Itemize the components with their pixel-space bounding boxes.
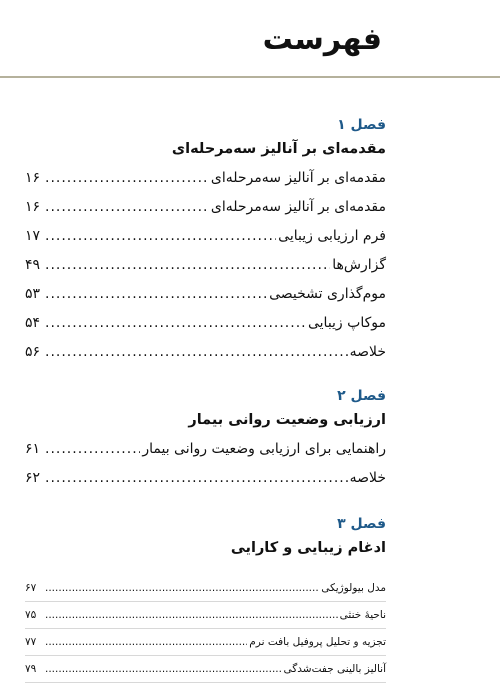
dot-leader <box>45 435 140 464</box>
toc-entry[interactable] <box>25 602 386 629</box>
toc-entry-title: موم‌گذاری تشخیصی <box>269 286 386 302</box>
toc-entry[interactable] <box>25 338 386 367</box>
title-divider <box>0 76 500 78</box>
toc-entry-title: موکاپ زیبایی <box>307 315 386 331</box>
chapter-title: مقدمه‌ای بر آنالیز سه‌مرحله‌ای <box>171 141 386 157</box>
toc-entry-title: خلاصه <box>349 470 386 486</box>
toc-entry-title: آنالیز بالینی جفت‌شدگی <box>283 663 386 675</box>
chapter-2 <box>25 385 386 493</box>
toc-entry-title: فرم ارزیابی زیبایی <box>278 228 386 244</box>
toc-entry-title: مقدمه‌ای بر آنالیز سه‌مرحله‌ای <box>210 170 386 186</box>
dot-leader <box>45 575 319 601</box>
toc-entry-page: ۷۷ <box>25 636 37 648</box>
chapter-1 <box>25 114 386 367</box>
dot-leader <box>45 309 306 338</box>
toc-entry-page: ۱۷ <box>25 228 41 244</box>
toc-entry[interactable] <box>25 464 386 493</box>
toc-entry-title: مقدمه‌ای بر آنالیز سه‌مرحله‌ای <box>210 199 386 215</box>
toc-entry-page: ۵۴ <box>25 315 41 331</box>
table-of-contents <box>25 114 386 683</box>
dot-leader <box>45 164 209 193</box>
chapter-label: فصل ۲ <box>337 388 386 404</box>
chapter-title: ادغام زیبایی و کارایی <box>230 540 386 556</box>
dot-leader <box>45 193 209 222</box>
toc-entry[interactable] <box>25 164 386 193</box>
toc-entry-title: ناحیهٔ خنثی <box>339 609 386 621</box>
toc-entry[interactable] <box>25 656 386 683</box>
chapter-label: فصل ۳ <box>337 516 386 532</box>
dot-leader <box>45 280 267 309</box>
toc-entry[interactable] <box>25 222 386 251</box>
toc-entry-page: ۱۶ <box>25 199 41 215</box>
toc-entry-title: راهنمایی برای ارزیابی وضعیت روانی بیمار <box>142 441 386 457</box>
dot-leader <box>45 338 348 367</box>
toc-entry[interactable] <box>25 309 386 338</box>
toc-entry-page: ۴۹ <box>25 257 41 273</box>
chapter-3 <box>25 513 386 683</box>
toc-entry-page: ۷۹ <box>25 663 37 675</box>
toc-entry-page: ۶۱ <box>25 441 41 457</box>
toc-entry[interactable] <box>25 251 386 280</box>
toc-entry[interactable] <box>25 280 386 309</box>
toc-entry[interactable] <box>25 435 386 464</box>
dot-leader <box>45 656 282 682</box>
toc-entry[interactable] <box>25 629 386 656</box>
toc-entry-page: ۷۵ <box>25 609 37 621</box>
dot-leader <box>45 222 276 251</box>
dot-leader <box>45 251 330 280</box>
toc-entry-title: تجزیه و تحلیل پروفیل بافت نرم <box>249 636 386 648</box>
chapter-label: فصل ۱ <box>337 117 386 133</box>
page-title: فهرست <box>262 22 382 57</box>
toc-entry-page: ۵۶ <box>25 344 41 360</box>
toc-entry-page: ۱۶ <box>25 170 41 186</box>
toc-entry-page: ۵۳ <box>25 286 41 302</box>
dot-leader <box>45 464 348 493</box>
dot-leader <box>45 602 338 628</box>
toc-entry[interactable] <box>25 193 386 222</box>
toc-entry-title: گزارش‌ها <box>332 257 386 273</box>
toc-entry-page: ۶۲ <box>25 470 41 486</box>
toc-entry[interactable] <box>25 575 386 602</box>
toc-entry-title: مدل بیولوژیکی <box>321 582 386 594</box>
toc-entry-page: ۶۷ <box>25 582 37 594</box>
toc-entry-title: خلاصه <box>349 344 386 360</box>
chapter-title: ارزیابی وضعیت روانی بیمار <box>188 412 386 428</box>
dot-leader <box>45 629 247 655</box>
